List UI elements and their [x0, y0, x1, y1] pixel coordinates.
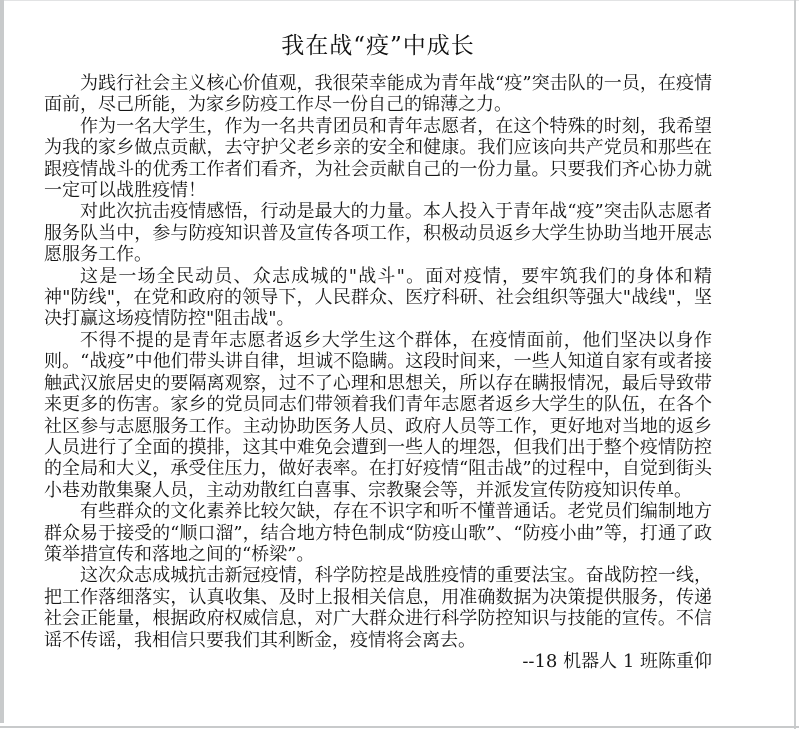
paragraph: 这次众志成城抗击新冠疫情，科学防控是战胜疫情的重要法宝。奋战防控一线，把工作落细落实，认真收集、及时上报相关信息，用准确数据为决策提供服务，传递社会正能量，根据政府权威信息，对广大群众进行科学防控知识与技能的宣传。不信谣不传谣，我相信只要我们其利断金，疫情将会离去。	[44, 565, 712, 651]
paragraph: 对此次抗击疫情感悟，行动是最大的力量。本人投入于青年战“疫”突击队志愿者服务队当中，参与防疫知识普及宣传各项工作，积极动员返乡大学生协助当地开展志愿服务工作。	[44, 201, 712, 266]
page-edge-left	[0, 0, 4, 723]
page-edge-top	[0, 0, 799, 1]
paragraph: 有些群众的文化素养比较欠缺，存在不识字和听不懂普通话。老党员们编制地方群众易于接受的“顺口溜”，结合地方特色制成“防疫山歌”、“防疫小曲”等，打通了政策举措宣传和落地之间的“桥梁”。	[44, 501, 712, 565]
document-title: 我在战“疫”中成长	[281, 33, 475, 59]
document-page	[44, 31, 712, 672]
paragraph: 为践行社会主义核心价值观，我很荣幸能成为青年战“疫”突击队的一员，在疫情面前，尽己所能，为家乡防疫工作尽一份自己的锦薄之力。	[44, 73, 712, 116]
paragraph: 不得不提的是青年志愿者返乡大学生这个群体，在疫情面前，他们坚决以身作则。“战疫”中他们带头讲自律，坦诚不隐瞒。这段时间来，一些人知道自家有或者接触武汉旅居史的要隔离观察，过不了心理和思想关，所以存在瞒报情况，最后导致带来更多的伤害。家乡的党员同志们带领着我们青年志愿者返乡大学生的队伍，在各个社区参与志愿服务工作。主动协助医务人员、政府人员等工作，更好地对当地的返乡人员进行了全面的摸排，这其中难免会遭到一些人的埋怨，但我们出于整个疫情防控的全局和大义，承受住压力，做好表率。在打好疫情“阻击战”的过程中，自觉到街头小巷劝散集聚人员，主动劝散红白喜事、宗教聚会等，并派发宣传防疫知识传单。	[44, 329, 712, 501]
page-edge-bottom	[0, 726, 799, 728]
signature: --18 机器人 1 班陈重仰	[522, 650, 712, 672]
page-edge-right	[794, 0, 796, 729]
paragraph: 这是一场全民动员、众志成城的"战斗"。面对疫情，要牢筑我们的身体和精神"防线"，在党和政府的领导下，人民群众、医疗科研、社会组织等强大"战线"，坚决打赢这场疫情防控"阻击战"。	[44, 265, 712, 330]
paragraph: 作为一名大学生，作为一名共青团员和青年志愿者，在这个特殊的时刻，我希望为我的家乡做点贡献，去守护父老乡亲的安全和健康。我们应该向共产党员和那些在跟疫情战斗的优秀工作者们看齐，为社会贡献自己的一份力量。只要我们齐心协力就一定可以战胜疫情！	[44, 115, 712, 202]
